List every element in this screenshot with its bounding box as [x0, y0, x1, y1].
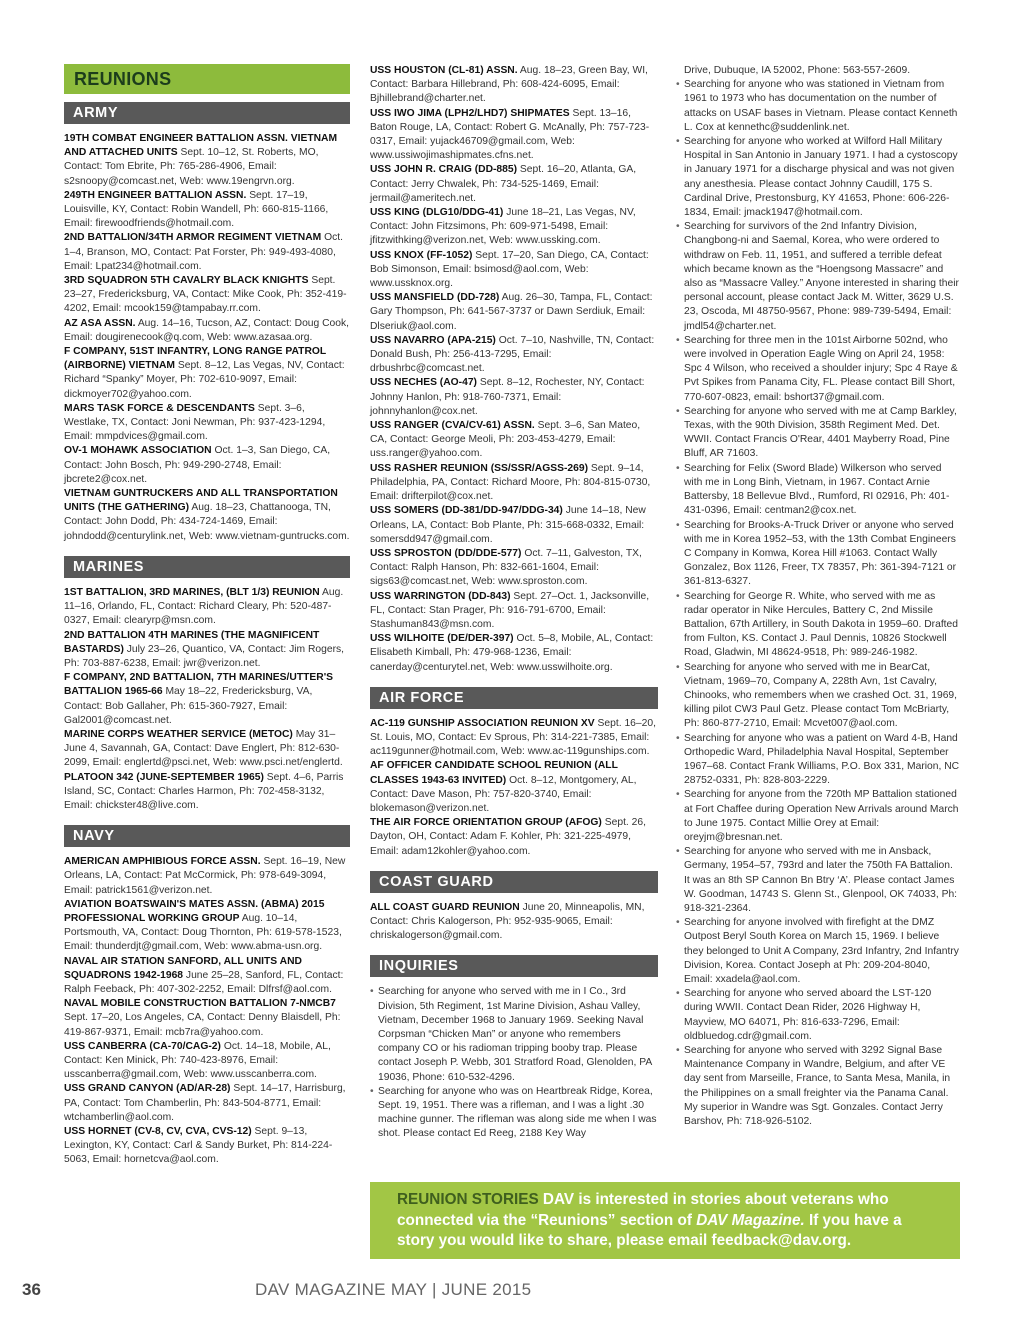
reunion-details: Sept. 26, Dayton, OH, Contact: Adam F. Kohler, Ph: 321-225-4979, Email: adam12kohler@yahoo.com.: [370, 817, 646, 857]
reunion-details: Sept. 14–17, Harrisburg, PA, Contact: Tom Chamberlin, Ph: 843-504-8771, Email: wtchamberlin@aol.com.: [64, 1083, 346, 1123]
inquiries-list-right: [676, 78, 960, 1129]
reunion-name: USS IWO JIMA (LPH2/LHD7) SHIPMATES: [370, 107, 570, 119]
reunion-details: Aug. 26–30, Tampa, FL, Contact: Gary Thompson, Ph: 641-567-3737 or Dawn Serdiuk, Email: Dlseriuk@aol.com.: [370, 292, 653, 332]
reunion-entry: [64, 189, 350, 232]
reunion-name: 19TH COMBAT ENGINEER BATTALION ASSN. VIETNAM AND ATTACHED UNITS: [64, 133, 338, 159]
reunion-name: 2ND BATTALION/34TH ARMOR REGIMENT VIETNAM: [64, 232, 322, 244]
reunion-name: MARS TASK FORCE & DESCENDANTS: [64, 402, 255, 414]
reunion-details: Sept. 3–6, San Mateo, CA, Contact: George Meoli, Ph: 203-453-4279, Email: uss.ranger@yahoo.com.: [370, 420, 641, 460]
reunion-name: 1ST BATTALION, 3RD MARINES, (BLT 1/3) REUNION: [64, 586, 320, 598]
air-force-entries: [370, 717, 658, 859]
reunion-entry: [370, 64, 658, 107]
reunion-entry: [370, 419, 658, 462]
section-header-marines: MARINES: [64, 556, 350, 578]
reunion-details: Oct. 1–3, San Diego, CA, Contact: John Bosch, Ph: 949-290-2748, Email: jbcrete2@cox.net.: [64, 445, 331, 485]
reunion-entry: [64, 444, 350, 487]
inquiry-item: • Searching for anyone from the 720th MP Battalion stationed at Fort Chaffee during Operation New Arrivals around March to June 1975. Contact Millie Orey at Email: oreyjm@bresnan.net.: [676, 788, 960, 845]
reunion-details: Sept. 4–6, Parris Island, SC, Contact: Charles Harmon, Ph: 702-458-3132, Email: chickster48@live.com.: [64, 771, 344, 811]
magazine-issue: DAV MAGAZINE MAY | JUNE 2015: [255, 1280, 532, 1299]
reunion-name: USS HOUSTON (CL-81) ASSN.: [370, 65, 518, 76]
reunion-entry: [64, 629, 350, 672]
reunion-name: NAVAL AIR STATION SANFORD, ALL UNITS AND SQUADRONS 1942-1968: [64, 955, 302, 981]
promo-magazine-name: DAV Magazine.: [696, 1211, 805, 1229]
reunion-details: Aug. 18–23, Chattanooga, TN, Contact: John Dodd, Ph: 434-724-1469, Email: johndodd@centurylink.net, Web: www.vietnam-guntrucks.com.: [64, 502, 350, 542]
promo-text-b: If you have a story you would like to share, please email feedback@dav.org.: [397, 1211, 902, 1250]
reunion-entry: [64, 274, 350, 317]
reunion-details: Aug. 10–14, Portsmouth, VA, Contact: Doug Thornton, Ph: 619-578-1523, Email: thunderdjt@gmail.com, Web: www.abma-usn.org.: [64, 912, 342, 953]
inquiry-item: • Searching for anyone involved with firefight at the DMZ Outpost Beryl South Korea on March 15, 1969. I believe they belonged to Unit A Company, 23rd Infantry, 2nd Infantry Division, Korea. Contact Joseph at Ph: 209-204-8040, Email: xxadela@aol.com.: [676, 916, 960, 987]
reunion-details: Oct. 14–18, Mobile, AL, Contact: Ken Minick, Ph: 740-423-8976, Email: usscanberra@gmail.com, Web: www.usscanberra.com.: [64, 1040, 331, 1081]
reunion-name: 3RD SQUADRON 5TH CAVALRY BLACK KNIGHTS: [64, 275, 309, 287]
section-header-navy: NAVY: [64, 825, 350, 847]
reunion-name: AVIATION BOATSWAIN'S MATES ASSN. (ABMA) 2015 PROFESSIONAL WORKING GROUP: [64, 898, 325, 924]
reunion-details: May 18–22, Fredericksburg, VA, Contact: Bob Gallaher, Ph: 615-360-7927, Email: Gal2001@comcast.net.: [64, 686, 313, 726]
reunion-name: F COMPANY, 2ND BATTALION, 7TH MARINES/UTTER'S BATTALION 1965-66: [64, 672, 334, 698]
reunion-name: 2ND BATTALION 4TH MARINES (THE MAGNIFICENT BASTARDS): [64, 629, 320, 655]
reunion-details: Sept. 9–13, Lexington, KY, Contact: Carl & Sandy Burket, Ph: 814-224-5063, Email: hornetcva@aol.com.: [64, 1126, 333, 1166]
reunion-entry: [370, 107, 658, 164]
inquiry-item: • Searching for anyone who was stationed in Vietnam from 1961 to 1973 who has documentation on the number of attacks on USAF bases in Vietnam. Please contact Kenneth L. Cox at kennethc@suddenlink.net.: [676, 78, 960, 135]
coast-guard-entries: [370, 901, 658, 944]
reunion-entry: [370, 163, 658, 206]
reunion-entry: [64, 402, 350, 445]
reunion-name: 249TH ENGINEER BATTALION ASSN.: [64, 189, 247, 201]
reunion-name: USS JOHN R. CRAIG (DD-885): [370, 164, 518, 176]
reunion-entry: [64, 728, 350, 771]
reunion-entry: [64, 898, 350, 955]
inquiry-item: • Searching for George R. White, who served with me as radar operator in Nike Hercules, Battery C, 2nd Missile Battalion, 67th Artillery, in South Dakota in 1959–60. Drafted from Fulton, KS. Contact J. Paul Dennis, 10826 Stockwell Road, Gladwin, MI 48624-9518, Ph: 989-246-1982.: [676, 590, 960, 661]
reunion-name: AC-119 GUNSHIP ASSOCIATION REUNION XV: [370, 717, 595, 729]
reunion-details: Oct. 7–10, Nashville, TN, Contact: Donald Bush, Ph: 256-413-7295, Email: drbushrbc@comcast.net.: [370, 334, 655, 375]
reunion-entry: [64, 955, 350, 998]
reunion-name: USS WILHOITE (DE/DER-397): [370, 633, 514, 645]
section-header-army: ARMY: [64, 102, 350, 124]
inquiry-continued-text: Drive, Dubuque, IA 52002, Phone: 563-557-2609.: [684, 65, 911, 76]
inquiry-item: • Searching for anyone who served with me in I Co., 3rd Division, 5th Regiment, 1st Marine Division, Ashau Valley, Vietnam, December 1968 to January 1969. Seeking Naval Corpsman “Chicken Man” or anyone who remembers company CO or his radioman tripping booby trap. Please contact Joseph P. Webb, 301 Stratford Road, Glenolden, PA 19036, Phone: 610-532-4296.: [370, 985, 658, 1084]
reunion-name: MARINE CORPS WEATHER SERVICE (METOC): [64, 728, 293, 740]
inquiry-item: • Searching for anyone who served with 3292 Signal Base Maintenance Company in Wandre, Belgium, and after VE day sent from Marseille, France, to Santa Mesa, Manila, in the Philippines on a small freighter via the Panama Canal. My superior in Wandre was Sgt. Gonzales. Contact Jerry Barshov, Ph: 718-926-5102.: [676, 1044, 960, 1129]
reunion-entry: [370, 816, 658, 859]
inquiry-item: • Searching for three men in the 101st Airborne 502nd, who were involved in Operation Eagle Wing on April 24, 1958: Spc 4 Wilson, who received a shoulder injury; Spc 4 Raye & Pvt Spikes from Panama City, FL. Please contact Bill Short, 770-607-0823, email: bshort37@gmail.com.: [676, 334, 960, 405]
reunion-details: Sept. 16–20, St. Louis, MO, Contact: Ev Sprous, Ph: 314-221-7385, Email: ac119gunner@hotmail.com, Web: www.ac-119gunships.com.: [370, 717, 656, 758]
reunion-entry: [370, 504, 658, 547]
section-header-coast-guard: COAST GUARD: [370, 871, 658, 893]
reunion-entry: [64, 317, 350, 345]
inquiry-item: • Searching for anyone who served aboard the LST-120 during WWII. Contact Dean Rider, 2026 Highway H, Mayview, MO 64071, Ph: 816-633-7296, Email: oldbluedog.cdr@gmail.com.: [676, 987, 960, 1044]
reunion-details: Aug. 18–23, Green Bay, WI, Contact: Barbara Hillebrand, Ph: 608-424-6095, Email: Bjhillebrand@charter.net.: [370, 65, 648, 105]
navy-entries: [64, 855, 350, 1167]
page-footer: [0, 1280, 1024, 1304]
reunion-details: July 23–26, Quantico, VA, Contact: Jim Rogers, Ph: 703-887-6238, Email: jwr@verizon.net.: [64, 643, 345, 669]
column-left: [64, 64, 350, 1168]
reunion-entry: [370, 901, 658, 944]
reunion-entry: [370, 590, 658, 633]
reunion-details: Aug. 11–16, Orlando, FL, Contact: Richard Cleary, Ph: 520-487-0327, Email: clearyrp@msn.com.: [64, 586, 344, 627]
reunion-name: USS HORNET (CV-8, CV, CVA, CVS-12): [64, 1126, 252, 1137]
reunion-details: Oct. 5–8, Mobile, AL, Contact: Elisabeth Kimball, Ph: 479-968-1236, Email: canerday@centurytel.net, Web: www.usswilhoite.org.: [370, 633, 654, 673]
section-header-air-force: AIR FORCE: [370, 687, 658, 709]
reunion-details: June 18–21, Las Vegas, NV, Contact: John Fitzsimons, Ph: 609-971-5498, Email: jfitzwithking@verizon.net, Web: www.ussking.com.: [370, 207, 636, 247]
reunion-entry: [64, 132, 350, 189]
reunion-name: USS WARRINGTON (DD-843): [370, 590, 511, 602]
reunion-entry: [370, 376, 658, 419]
reunion-entry: [370, 249, 658, 292]
inquiry-item: • Searching for Felix (Sword Blade) Wilkerson who served with me in Long Binh, Vietnam, in 1967. Contact Arnie Battersby, 18 Bellevue Blvd., Rumford, RI 02916, Ph: 401-431-0396, Email: centman2@cox.net.: [676, 462, 960, 519]
navy-entries-continued: [370, 64, 658, 675]
reunion-name: OV-1 MOHAWK ASSOCIATION: [64, 445, 212, 457]
reunion-details: Sept. 17–19, Louisville, KY, Contact: Robin Wandell, Ph: 660-815-1166, Email: firewoodfriends@hotmail.com.: [64, 189, 329, 230]
reunion-details: Sept. 27–Oct. 1, Jacksonville, FL, Contact: Stan Prager, Ph: 916-791-6700, Email: Stashuman843@msn.com.: [370, 590, 650, 630]
reunion-entry: [370, 291, 658, 334]
reunion-name: USS SPROSTON (DD/DDE-577): [370, 547, 522, 559]
reunion-entry: [64, 586, 350, 629]
reunion-details: Sept. 9–14, Philadelphia, PA, Contact: Richard Moore, Ph: 804-815-0730, Email: drifterpilot@cox.net.: [370, 462, 651, 503]
marines-entries: [64, 586, 350, 813]
reunion-entry: [370, 717, 658, 760]
inquiries-list-middle: [370, 985, 658, 1141]
reunion-name: ALL COAST GUARD REUNION: [370, 901, 520, 913]
army-entries: [64, 132, 350, 544]
inquiry-item: • Searching for anyone who served with me in BearCat, Vietnam, 1969–70, Company A, 228th Avn, 1st Cavalry, Chinooks, who remembers when we crashed Oct. 31, 1969, killing pilot CW3 Paul Getz. Please contact Tom McBriarty, Ph: 860-877-2710, Email: Mcvet007@aol.com.: [676, 661, 960, 732]
reunion-name: USS SOMERS (DD-381/DD-947/DDG-34): [370, 505, 563, 517]
reunion-entry: [64, 231, 350, 274]
reunion-stories-box: [370, 1182, 960, 1259]
reunion-name: PLATOON 342 (JUNE-SEPTEMBER 1965): [64, 771, 264, 783]
reunion-entry: [370, 462, 658, 505]
column-middle: [370, 64, 658, 1142]
reunion-entry: [64, 1125, 350, 1168]
inquiry-item: • Searching for anyone who worked at Wilford Hall Military Hospital in San Antonio in January 1971. I had a cystoscopy in January 1971 for a discharge physical and was not given any anesthesia. Please contact Johnny Caudill, 175 S. Cardinal Drive, Prestonsburg, KY 41653, Phone: 606-226-1834, Email: jmack1947@hotmail.com.: [676, 135, 960, 220]
reunion-name: USS CANBERRA (CA-70/CAG-2): [64, 1040, 221, 1052]
reunion-details: June 20, Minneapolis, MN, Contact: Chris Kalogerson, Ph: 952-935-9065, Email: chriskalogerson@gmail.com.: [370, 901, 645, 942]
reunion-details: Oct. 8–12, Montgomery, AL, Contact: Dave Mason, Ph: 757-820-3740, Email: blokemason@verizon.net.: [370, 774, 637, 814]
inquiry-item: • Searching for Brooks-A-Truck Driver or anyone who served with me in Korea 1952–53, with the 13th Combat Engineers C Company in Komwa, Korea Hill #1063. Contact Wally Gonzalez, Box 1126, Freer, TX 78357, Ph: 361-394-7121 or 361-813-6327.: [676, 519, 960, 590]
reunion-entry: [370, 334, 658, 377]
reunion-details: Oct. 7–11, Galveston, TX, Contact: Ralph Hanson, Ph: 832-661-1604, Email: sigs63@comcast.net, Web: www.sproston.com.: [370, 547, 642, 588]
reunion-entry: [64, 345, 350, 402]
reunion-details: Sept. 8–12, Las Vegas, NV, Contact: Richard “Spanky” Moyer, Ph: 702-610-9097, Email: dickmoyer702@yahoo.com.: [64, 360, 345, 400]
reunion-details: Sept. 16–19, New Orleans, LA, Contact: Pat McCormick, Ph: 978-649-3094, Email: patrick1561@verizon.net.: [64, 856, 346, 896]
reunion-entry: [64, 487, 350, 544]
promo-text-a: DAV is interested in stories about veterans who connected via the “Reunions” section of: [397, 1191, 889, 1229]
reunion-entry: [370, 632, 658, 675]
reunion-details: June 25–28, Sanford, FL, Contact: Ralph Feeback, Ph: 407-302-2252, Email: Dlfrsf@aol.com.: [64, 969, 344, 995]
reunion-entry: [64, 855, 350, 898]
reunion-name: VIETNAM GUNTRUCKERS AND ALL TRANSPORTATION UNITS (THE GATHERING): [64, 488, 338, 514]
reunions-title: REUNIONS: [64, 64, 350, 94]
reunion-name: USS KNOX (FF-1052): [370, 249, 473, 261]
promo-lead: REUNION STORIES: [397, 1191, 539, 1208]
reunion-entry: [370, 547, 658, 590]
reunion-name: USS RASHER REUNION (SS/SSR/AGSS-269): [370, 462, 588, 474]
reunion-name: AMERICAN AMPHIBIOUS FORCE ASSN.: [64, 856, 261, 868]
inquiry-item: • Searching for anyone who served with me in Ansback, Germany, 1954–57, 793rd and later the 750th FA Battalion. It was an 8th SP Cannon Bn Btry ‘A’. Please contact James W. Goodman, 14743 S. Glenn St., Glenpool, OK 74033, Ph: 918-321-2364.: [676, 845, 960, 916]
reunion-entry: [64, 671, 350, 728]
reunion-name: USS NAVARRO (APA-215): [370, 334, 496, 346]
reunion-entry: [370, 759, 658, 816]
reunion-details: May 31–June 4, Savannah, GA, Contact: Dave Englert, Ph: 812-630-2099, Email: englertd@psci.net, Web: www.psci.net/englertd.: [64, 728, 343, 769]
reunion-entry: [64, 771, 350, 814]
reunion-details: Oct. 1–4, Branson, MO, Contact: Pat Forster, Ph: 949-493-4080, Email: Lpat234@hotmail.com.: [64, 232, 343, 272]
reunion-name: AF OFFICER CANDIDATE SCHOOL REUNION (ALL CLASSES 1943-63 INVITED): [370, 760, 618, 786]
reunion-name: F COMPANY, 51ST INFANTRY, LONG RANGE PATROL (AIRBORNE) VIETNAM: [64, 346, 327, 372]
reunion-details: Sept. 10–12, St. Roberts, MO, Contact: Tom Ebrite, Ph: 765-286-4906, Email: s2snoopy@comcast.net, Web: www.19engrvn.org.: [64, 147, 319, 187]
inquiry-item: • Searching for anyone who was a patient on Ward 4-B, Hand Orthopedic Ward, Philadelphia Naval Hospital, September 1967–68. Contact Frank Williams, P.O. Box 331, Marion, NC 28752-0331, Ph: 828-803-2229.: [676, 732, 960, 789]
reunion-entry: [64, 1040, 350, 1083]
reunion-name: THE AIR FORCE ORIENTATION GROUP (AFOG): [370, 817, 602, 829]
reunion-name: USS RANGER (CVA/CV-61) ASSN.: [370, 420, 535, 432]
reunion-entry: [64, 997, 350, 1040]
page-number: 36: [22, 1280, 41, 1299]
reunion-name: USS NECHES (AO-47): [370, 377, 477, 389]
inquiry-item: • Searching for anyone who served with me at Camp Barkley, Texas, with the 90th Division, 358th Regiment Med. Det. WWII. Contact Francis O'Rear, 4401 Mayberry Road, Pine Bluff, AR 71603.: [676, 405, 960, 462]
reunion-name: USS GRAND CANYON (AD/AR-28): [64, 1083, 231, 1095]
reunion-name: NAVAL MOBILE CONSTRUCTION BATTALION 7-NMCB7: [64, 998, 336, 1010]
reunion-entry: [370, 206, 658, 249]
reunion-entry: [64, 1082, 350, 1125]
reunion-details: Sept. 23–27, Fredericksburg, VA, Contact: Mike Cook, Ph: 352-419-4202, Email: mcook159@tampabay.rr.com.: [64, 275, 347, 315]
reunion-name: USS KING (DLG10/DDG-41): [370, 207, 504, 219]
reunion-details: Sept. 8–12, Rochester, NY, Contact: Johnny Hanlon, Ph: 918-760-7371, Email: johnnyhanlon@cox.net.: [370, 377, 645, 417]
reunion-details: Aug. 14–16, Tucson, AZ, Contact: Doug Cook, Email: dougirenecook@q.com, Web: www.azasaa.org.: [64, 317, 350, 343]
reunion-details: Sept. 13–16, Baton Rouge, LA, Contact: Robert G. McAnally, Ph: 757-723-0317, Email: yujack46709@gmail.com, Web: www.ussiwojimashipmates.cfns.net.: [370, 107, 650, 162]
reunion-name: AZ ASA ASSN.: [64, 317, 136, 329]
reunion-details: June 14–18, New Orleans, LA, Contact: Bob Plante, Ph: 315-668-0332, Email: somersdd947@gmail.com.: [370, 505, 646, 545]
reunion-name: USS MANSFIELD (DD-728): [370, 292, 500, 304]
section-header-inquiries: INQUIRIES: [370, 955, 658, 977]
reunion-details: Sept. 3–6, Westlake, TX, Contact: Joni Newman, Ph: 937-423-1294, Email: mmpdvices@gmail.com.: [64, 402, 326, 443]
inquiry-item: • Searching for survivors of the 2nd Infantry Division, Changbong-ni and Saemal, Korea, who were ordered to withdraw on Feb. 11, 1951, and suffered a terrible defeat which became known as the “Hoengsong Massacre” and also as “Massacre Valley.” Anyone interested in sharing their personal account, please contact Jack M. Witter, 3629 U.S. 23, Oscoda, MI 48750-9567, Phone: 989-739-5494, Email: jmdl54@charter.net.: [676, 220, 960, 334]
reunion-details: Sept. 16–20, Atlanta, GA, Contact: Jerry Chwalek, Ph: 734-525-1469, Email: jermail@ameritech.net.: [370, 164, 637, 204]
inquiry-item: • Searching for anyone who was on Heartbreak Ridge, Korea, Sept. 19, 1951. There was a rifleman, and I was a light .30 machine gunner. The rifleman was along side me when I was shot. Please contact Ed Reeg, 2188 Key Way: [370, 1085, 658, 1142]
column-right: [676, 64, 960, 1129]
reunion-details: Sept. 17–20, San Diego, CA, Contact: Bob Simonson, Email: bsimosd@aol.com, Web: www.ussknox.org.: [370, 249, 649, 290]
reunion-details: Sept. 17–20, Los Angeles, CA, Contact: Denny Blaisdell, Ph: 419-867-9371, Email: mcb7ra@yahoo.com.: [64, 1012, 341, 1038]
